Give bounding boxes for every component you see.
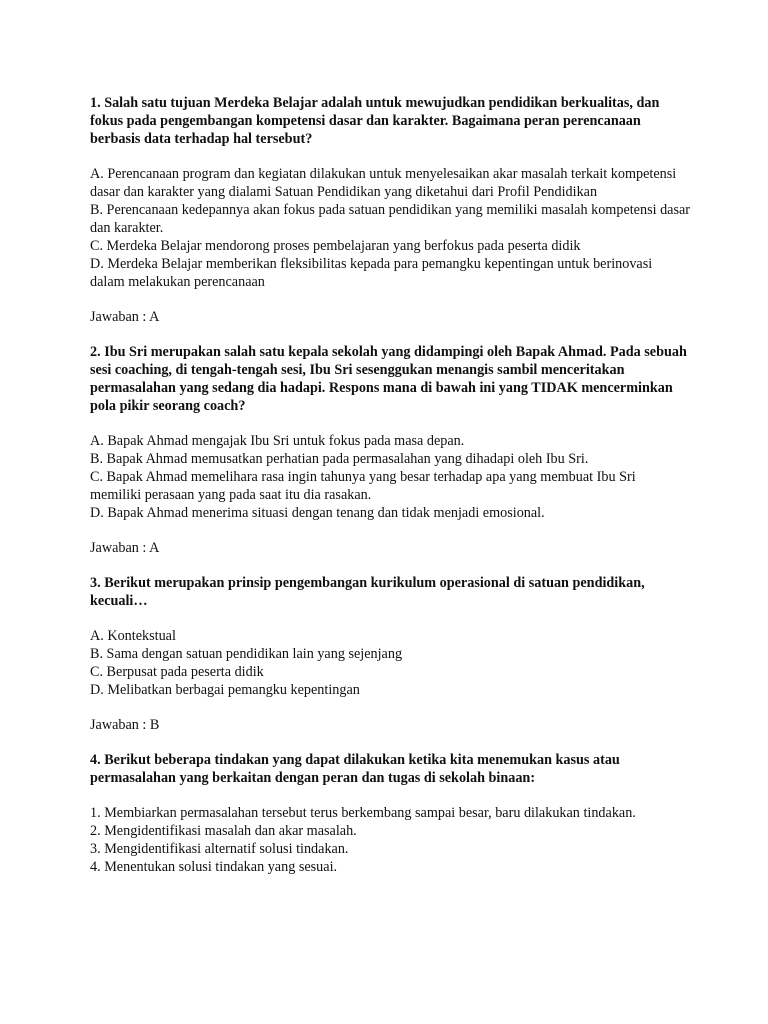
option-d: D. Merdeka Belajar memberikan fleksibilitas kepada para pemangku kepentingan untuk berinovasi dalam melakukan perencanaan — [90, 256, 653, 290]
question-block-4 — [90, 751, 690, 876]
question-block-1 — [90, 94, 690, 326]
options-list — [90, 804, 690, 876]
option-d: D. Melibatkan berbagai pemangku kepentingan — [90, 682, 360, 698]
step-4: 4. Menentukan solusi tindakan yang sesuai. — [90, 859, 338, 875]
options-list — [90, 432, 690, 522]
option-b: B. Perencanaan kedepannya akan fokus pada satuan pendidikan yang memiliki masalah kompetensi dasar dan karakter. — [90, 202, 691, 236]
option-a: A. Kontekstual — [90, 628, 176, 644]
question-text: 3. Berikut merupakan prinsip pengembangan kurikulum operasional di satuan pendidikan, kecuali… — [90, 575, 645, 609]
option-d: D. Bapak Ahmad menerima situasi dengan tenang dan tidak menjadi emosional. — [90, 505, 545, 521]
question-text: 2. Ibu Sri merupakan salah satu kepala sekolah yang didampingi oleh Bapak Ahmad. Pada sebuah sesi coaching, di tengah-tengah sesi, Ibu Sri sesenggukan menangis sambil menceritakan permasalahan yang sedang dia hadapi. Respons mana di bawah ini yang TIDAK mencerminkan pola pikir seorang coach? — [90, 344, 687, 414]
options-list — [90, 627, 690, 699]
options-list — [90, 165, 690, 291]
step-2: 2. Mengidentifikasi masalah dan akar masalah. — [90, 823, 357, 839]
option-a: A. Bapak Ahmad mengajak Ibu Sri untuk fokus pada masa depan. — [90, 433, 465, 449]
question-text: 4. Berikut beberapa tindakan yang dapat dilakukan ketika kita menemukan kasus atau permasalahan yang berkaitan dengan peran dan tugas di sekolah binaan: — [90, 752, 620, 786]
option-b: B. Sama dengan satuan pendidikan lain yang sejenjang — [90, 646, 403, 662]
answer-text: Jawaban : B — [90, 717, 160, 733]
option-a: A. Perencanaan program dan kegiatan dilakukan untuk menyelesaikan akar masalah terkait kompetensi dasar dan karakter yang dialami Satuan Pendidikan yang diketahui dari Profil Pendidikan — [90, 166, 677, 200]
answer-text: Jawaban : A — [90, 309, 160, 325]
answer-text: Jawaban : A — [90, 540, 160, 556]
step-1: 1. Membiarkan permasalahan tersebut terus berkembang sampai besar, baru dilakukan tindakan. — [90, 805, 636, 821]
option-c: C. Bapak Ahmad memelihara rasa ingin tahunya yang besar terhadap apa yang membuat Ibu Sri memiliki perasaan yang pada saat itu dia rasakan. — [90, 469, 636, 503]
question-text: 1. Salah satu tujuan Merdeka Belajar adalah untuk mewujudkan pendidikan berkualitas, dan fokus pada pengembangan kompetensi dasar dan karakter. Bagaimana peran perencanaan berbasis data terhadap hal tersebut? — [90, 95, 660, 147]
option-c: C. Berpusat pada peserta didik — [90, 664, 264, 680]
question-block-2 — [90, 343, 690, 557]
step-3: 3. Mengidentifikasi alternatif solusi tindakan. — [90, 841, 349, 857]
option-b: B. Bapak Ahmad memusatkan perhatian pada permasalahan yang dihadapi oleh Ibu Sri. — [90, 451, 589, 467]
option-c: C. Merdeka Belajar mendorong proses pembelajaran yang berfokus pada peserta didik — [90, 238, 581, 254]
document-page — [90, 94, 690, 893]
question-block-3 — [90, 574, 690, 734]
